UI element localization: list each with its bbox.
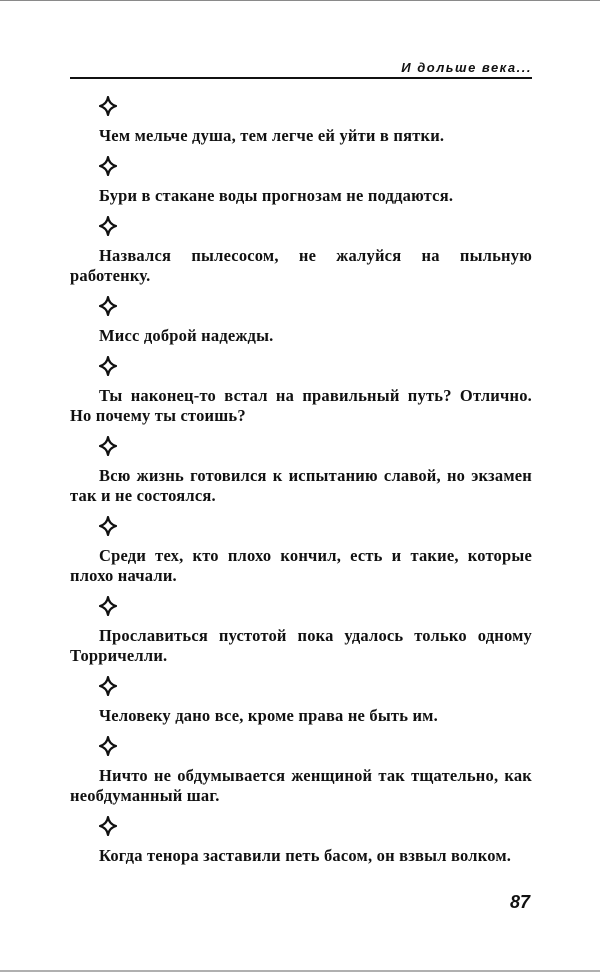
aphorism-list xyxy=(70,96,532,876)
aphorism-3: Назвался пылесосом, не жалуйся на пыльную работенку. xyxy=(70,246,532,285)
four-pointed-star-icon xyxy=(99,356,119,376)
aphorism-10: Ничто не обдумывается женщиной так тщательно, как необдуманный шаг. xyxy=(70,766,532,805)
aphorism-6: Всю жизнь готовился к испытанию славой, но экзамен так и не состоялся. xyxy=(70,466,532,505)
header-rule xyxy=(70,77,532,79)
four-pointed-star-icon xyxy=(99,436,119,456)
aphorism-1: Чем мельче душа, тем легче ей уйти в пятки. xyxy=(99,126,445,145)
aphorism-5: Ты наконец-то встал на правильный путь? Отлично. Но почему ты стоишь? xyxy=(70,386,532,425)
four-pointed-star-icon xyxy=(99,596,119,616)
four-pointed-star-icon xyxy=(99,216,119,236)
four-pointed-star-icon xyxy=(99,156,119,176)
aphorism-8: Прославиться пустотой пока удалось только одному Торричелли. xyxy=(70,626,532,665)
four-pointed-star-icon xyxy=(99,676,119,696)
four-pointed-star-icon xyxy=(99,96,119,116)
four-pointed-star-icon xyxy=(99,296,119,316)
aphorism-11: Когда тенора заставили петь басом, он взвыл волком. xyxy=(99,846,512,865)
four-pointed-star-icon xyxy=(99,816,119,836)
four-pointed-star-icon xyxy=(99,736,119,756)
page-top-border xyxy=(0,0,600,1)
page-number: 87 xyxy=(509,892,530,912)
four-pointed-star-icon xyxy=(99,516,119,536)
aphorism-9: Человеку дано все, кроме права не быть им. xyxy=(99,706,438,725)
aphorism-2: Бури в стакане воды прогнозам не поддаются. xyxy=(99,186,454,205)
aphorism-4: Мисс доброй надежды. xyxy=(99,326,274,345)
aphorism-7: Среди тех, кто плохо кончил, есть и такие, которые плохо начали. xyxy=(70,546,532,585)
running-head: И дольше века... xyxy=(401,60,532,75)
